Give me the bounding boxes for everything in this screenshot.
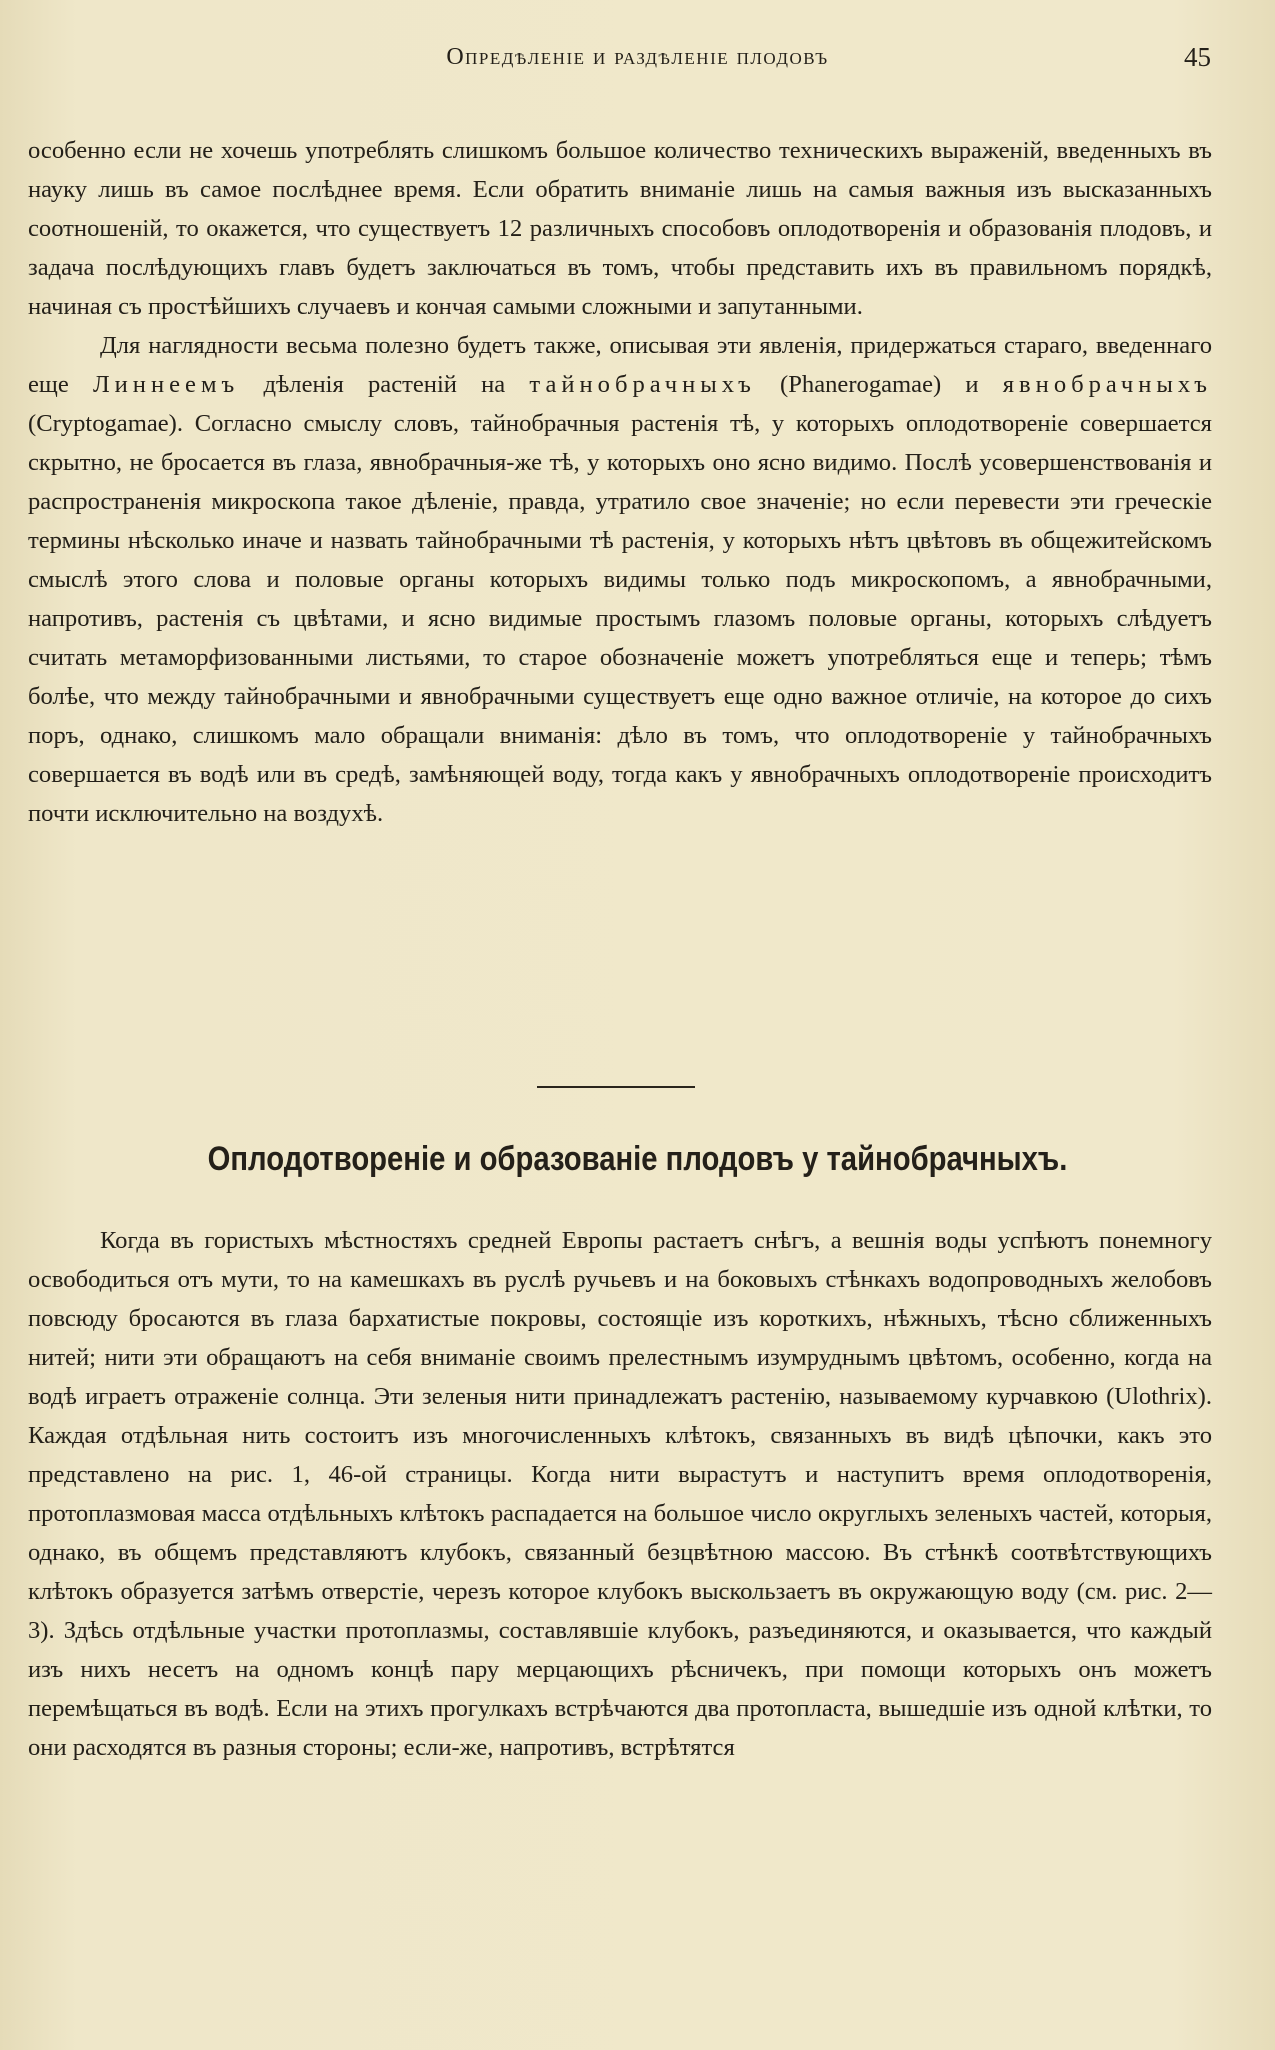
paragraph-text: (Cryptogamae). Согласно смыслу словъ, тайнобрачныя растенія тѣ, у которыхъ оплодотвореніе совершается скрытно, не бросается въ глаза, явнобрачныя-же тѣ, у которыхъ оно ясно видимо. Послѣ усовершенствованія и распространенія микроскопа такое дѣленіе, правда, утратило свое значеніе; но если перевести эти греческіе термины нѣсколько иначе и назвать тайнобрачными тѣ растенія, у которыхъ нѣтъ цвѣтовъ въ общежитейскомъ смыслѣ этого слова и половые органы которыхъ видимы только подъ микроскопомъ, а явнобрачными, напротивъ, растенія съ цвѣтами, и ясно видимые простымъ глазомъ половые органы, которыхъ слѣдуетъ считать метаморфизованными листьями, то старое обозначеніе можетъ употребляться еще и теперь; тѣмъ болѣе, что между тайнобрачными и явнобрачными существуетъ еще одно важное отличіе, на которое до сихъ поръ, однако, слишкомъ мало обращали вниманія: дѣло въ томъ, что оплодотвореніе у тайнобрачныхъ совершается въ водѣ или въ средѣ, замѣняющей воду, тогда какъ у явнобрачныхъ оплодотвореніе происходитъ почти исключительно на воздухѣ.	[28, 410, 1212, 827]
text-block-lower	[28, 1221, 1212, 1767]
text-block-upper	[28, 131, 1212, 833]
section-heading: Оплодотвореніе и образованіе плодовъ у тайнобрачныхъ.	[207, 1140, 1068, 1178]
paragraph-text: дѣленія растеній на	[239, 371, 530, 398]
section-divider	[537, 1086, 695, 1088]
paragraph-text: (Phanerogamae) и	[755, 371, 1003, 398]
term-cryptic: тайнобрачныхъ	[529, 371, 756, 398]
paragraph-ulothrix: Когда въ гористыхъ мѣстностяхъ средней Европы растаетъ снѣгъ, а вешнія воды успѣютъ понемногу освободиться отъ мути, то на камешкахъ въ руслѣ ручьевъ и на боковыхъ стѣнкахъ водопроводныхъ желобовъ повсюду бросаются въ глаза бархатистые покровы, состоящіе изъ короткихъ, нѣжныхъ, тѣсно сближенныхъ нитей; нити эти обращаютъ на себя вниманіе своимъ прелестнымъ изумруднымъ цвѣтомъ, особенно, когда на водѣ играетъ отраженіе солнца. Эти зеленыя нити принадлежатъ растенію, называемому курчавкою (Ulothrix). Каждая отдѣльная нить состоитъ изъ многочисленныхъ клѣтокъ, связанныхъ въ видѣ цѣпочки, какъ это представлено на рис. 1, 46-ой страницы. Когда нити вырастутъ и наступитъ время оплодотворенія, протоплазмовая масса отдѣльныхъ клѣтокъ распадается на большое число округлыхъ зеленыхъ частей, которыя, однако, въ общемъ представляютъ клубокъ, связанный безцвѣтною массою. Въ стѣнкѣ соотвѣтствующихъ клѣтокъ образуется затѣмъ отверстіе, черезъ которое клубокъ выскользаетъ въ окружающую воду (см. рис. 2—3). Здѣсь отдѣльные участки протоплазмы, составлявшіе клубокъ, разъединяются, и оказывается, что каждый изъ нихъ несетъ на одномъ концѣ пару мерцающихъ рѣсничекъ, при помощи которыхъ онъ можетъ перемѣщаться въ водѣ. Если на этихъ прогулкахъ встрѣчаются два протопласта, вышедшіе изъ одной клѣтки, то они расходятся въ разныя стороны; если-же, напротивъ, встрѣтятся	[28, 1227, 1212, 1761]
term-evident: явнобрачныхъ	[1002, 371, 1212, 398]
page-number: 45	[1184, 42, 1211, 72]
name-linnaeus: Линнеемъ	[92, 371, 240, 398]
paragraph-continuation: особенно если не хочешь употреблять слишкомъ большое количество техническихъ выраженій, введенныхъ въ науку лишь въ самое послѣднее время. Если обратить вниманіе лишь на самыя важныя изъ высказанныхъ соотношеній, то окажется, что существуетъ 12 различныхъ способовъ оплодотворенія и образованія плодовъ, и задача послѣдующихъ главъ будетъ заключаться въ томъ, чтобы представить ихъ въ правильномъ порядкѣ, начиная съ простѣйшихъ случаевъ и кончая самыми сложными и запутанными.	[28, 137, 1212, 320]
running-title: Опредѣленіе и раздѣленіе плодовъ	[446, 44, 829, 70]
paragraph-text: Для наглядности весьма полезно будетъ также, описывая эти явленія, придержаться стараго, введеннаго еще	[28, 332, 1212, 398]
paragraph-classification	[28, 326, 1212, 833]
running-head	[0, 44, 1275, 80]
